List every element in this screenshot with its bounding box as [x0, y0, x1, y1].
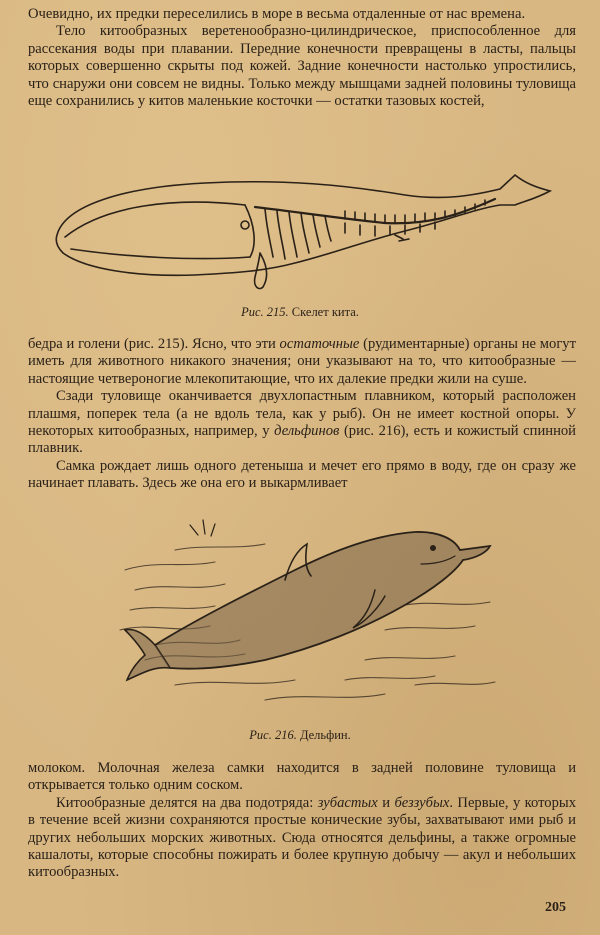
text-block-top [28, 6, 576, 110]
paragraph: Китообразные делятся на два подотряда: зубастых и беззубых. Первые, у которых в течение всей жизни сохраняются простые конические зубы, захватывают ими рыб и других небольших морских животных. Сюда относятся дельфины, а также огромные кашалоты, которые способны пожирать и более крупную добычу — акул и небольших китообразных. [28, 794, 576, 881]
paragraph: Самка рождает лишь одного детеныша и мечет его прямо в воду, где он сразу же начинает плавать. Здесь же она его и выкармливает [28, 457, 576, 492]
dolphin-illustration [115, 510, 500, 715]
caption-number: Рис. 216. [249, 728, 297, 742]
figure-caption [0, 305, 600, 320]
figure-caption [0, 728, 600, 743]
text-block-middle [28, 336, 576, 493]
caption-text: Дельфин. [299, 728, 351, 742]
page-number: 205 [545, 900, 566, 915]
paragraph: молоком. Молочная железа самки находится в задней половине туловища и открывается только одним соском. [28, 760, 576, 794]
caption-number: Рис. 215. [241, 305, 289, 319]
whale-skeleton-illustration [45, 165, 560, 300]
caption-text: Скелет кита. [291, 305, 359, 319]
paragraph: Тело китообразных веретенообразно-цилиндрическое, приспособленное для рассекания воды при плавании. Передние конечности превращены в ласты, пальцы которых совершенно скрыты под кожей. Задние конечности настолько упростились, что снаружи они совсем не видны. Только между мышцами задней половины туловища еще сохранились у китов маленькие косточки — остатки тазовых костей, [28, 23, 576, 110]
paragraph: Сзади туловище оканчивается двухлопастным плавником, который расположен плашмя, поперек тела (а не вдоль тела, как у рыб). Он не имеет костной опоры. У некоторых китообразных, например, у дельфинов (рис. 216), есть и кожистый спинной плавник. [28, 388, 576, 457]
paragraph: бедра и голени (рис. 215). Ясно, что эти остаточные (рудиментарные) органы не могут иметь для животного никакого значения; они указывают на то, что китообразные — настоящие четвероногие млекопитающие, что их далекие предки жили на суше. [28, 336, 576, 387]
paragraph: Очевидно, их предки переселились в море в весьма отдаленные от нас времена. [28, 6, 526, 22]
text-block-bottom [28, 760, 576, 882]
